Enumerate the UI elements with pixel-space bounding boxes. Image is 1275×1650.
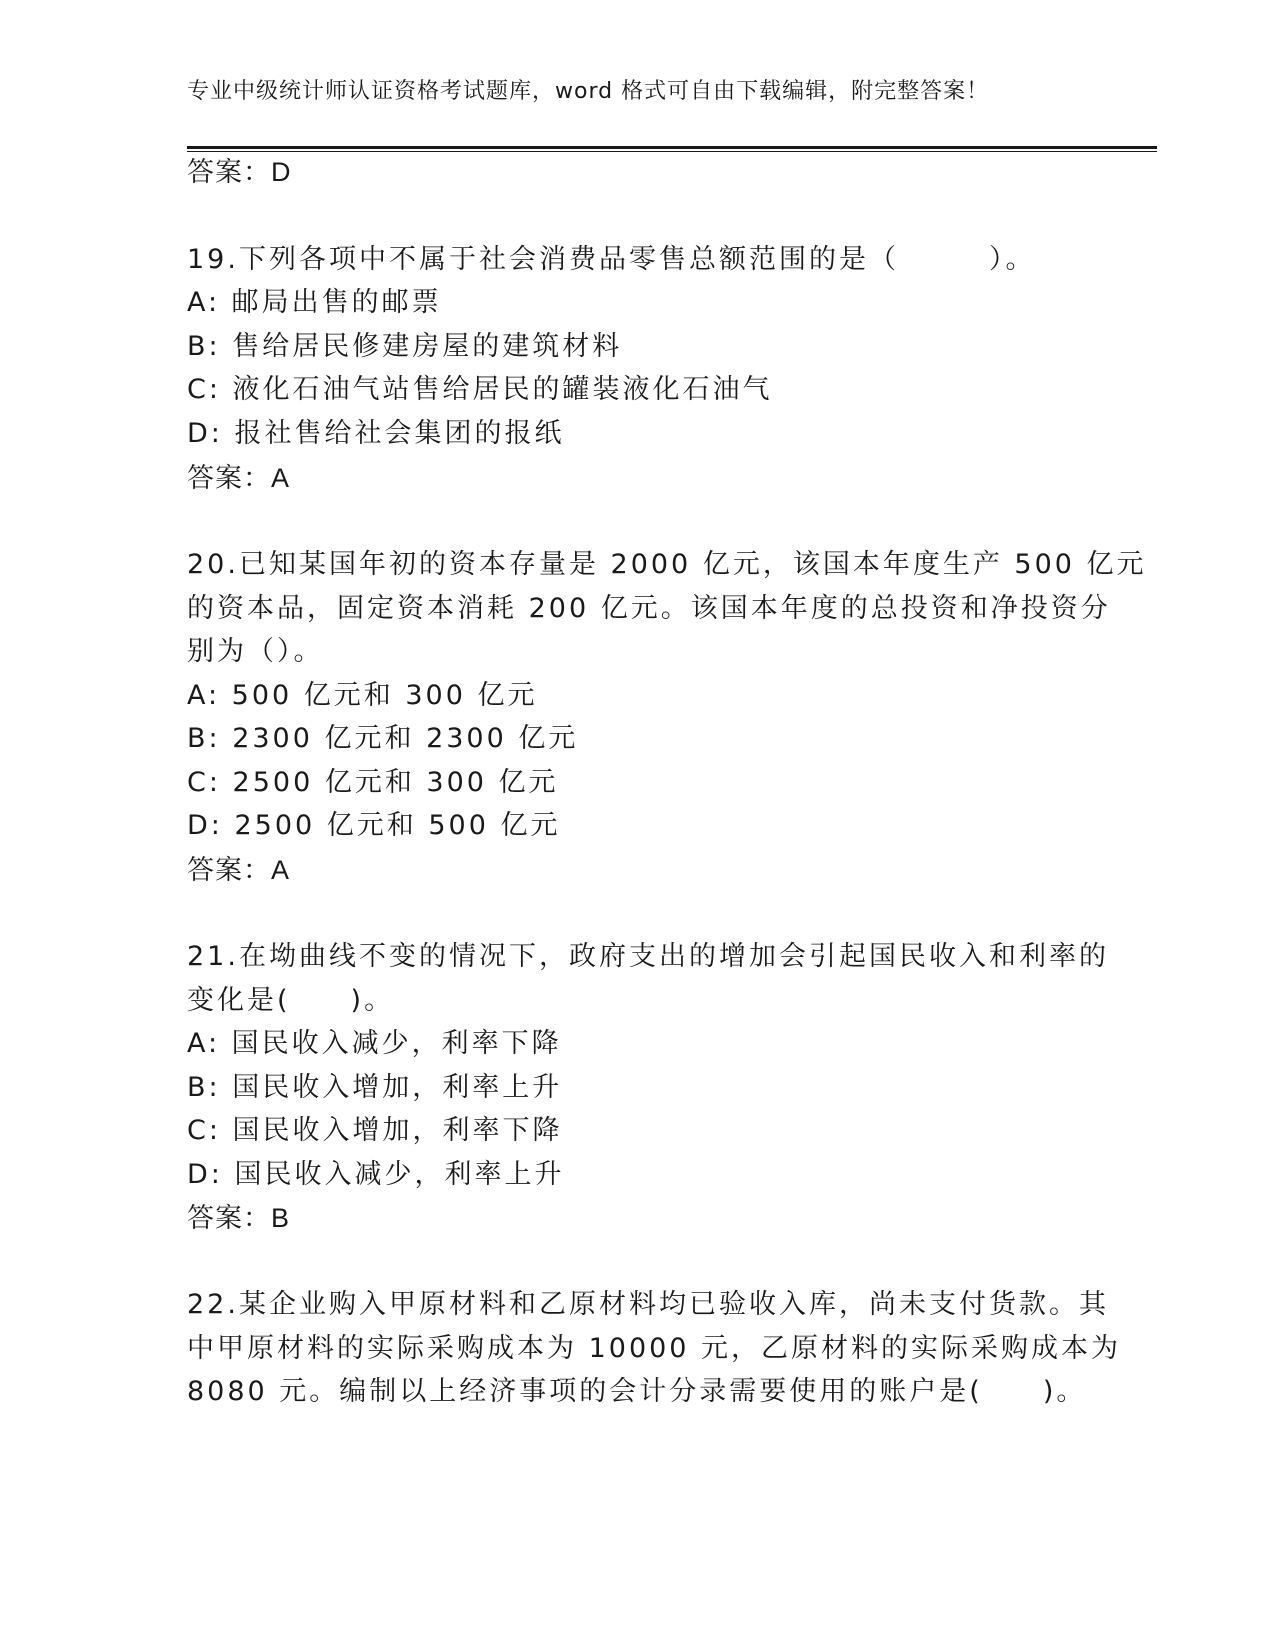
- question-22-stem-line3: 8080 元。编制以上经济事项的会计分录需要使用的账户是( )。: [187, 1376, 1087, 1407]
- question-20-stem-line3: 别为（）。: [187, 636, 324, 667]
- question-20-stem-line1: 20.已知某国年初的资本存量是 2000 亿元，该国本年度生产 500 亿元: [187, 549, 1147, 580]
- question-20-option-b: B: 2300 亿元和 2300 亿元: [187, 723, 579, 754]
- header-rule-thin: [187, 151, 1157, 152]
- question-20-stem-line2: 的资本品，固定资本消耗 200 亿元。该国本年度的总投资和净投资分: [187, 593, 1111, 624]
- question-19-option-d: D: 报社售给社会集团的报纸: [187, 418, 565, 449]
- question-21-option-c: C: 国民收入增加，利率下降: [187, 1115, 563, 1146]
- question-22-stem-line2: 中甲原材料的实际采购成本为 10000 元，乙原材料的实际采购成本为: [187, 1333, 1122, 1364]
- question-19-stem: 19.下列各项中不属于社会消费品零售总额范围的是（ ）。: [187, 244, 1036, 275]
- question-21-stem-line2: 变化是( )。: [187, 985, 395, 1016]
- header-rule-thick: [187, 146, 1157, 149]
- answer-21: 答案：B: [187, 1203, 291, 1233]
- header-text: 专业中级统计师认证资格考试题库，word 格式可自由下载编辑，附完整答案！: [187, 79, 990, 104]
- question-21-option-a: A: 国民收入减少，利率下降: [187, 1028, 562, 1059]
- question-20-option-a: A: 500 亿元和 300 亿元: [187, 680, 538, 711]
- answer-19: 答案：A: [187, 463, 291, 493]
- question-21-option-b: B: 国民收入增加，利率上升: [187, 1072, 563, 1103]
- question-21-stem-line1: 21.在坳曲线不变的情况下，政府支出的增加会引起国民收入和利率的: [187, 941, 1109, 972]
- question-19-option-c: C: 液化石油气站售给居民的罐装液化石油气: [187, 374, 773, 405]
- answer-20: 答案：A: [187, 855, 291, 885]
- answer-18: 答案：D: [187, 157, 292, 187]
- question-20-option-d: D: 2500 亿元和 500 亿元: [187, 810, 561, 841]
- question-21-option-d: D: 国民收入减少，利率上升: [187, 1159, 565, 1190]
- question-20-option-c: C: 2500 亿元和 300 亿元: [187, 767, 559, 798]
- question-19-option-a: A: 邮局出售的邮票: [187, 287, 442, 318]
- question-22-stem-line1: 22.某企业购入甲原材料和乙原材料均已验收入库，尚未支付货款。其: [187, 1289, 1109, 1320]
- question-19-option-b: B: 售给居民修建房屋的建筑材料: [187, 331, 623, 362]
